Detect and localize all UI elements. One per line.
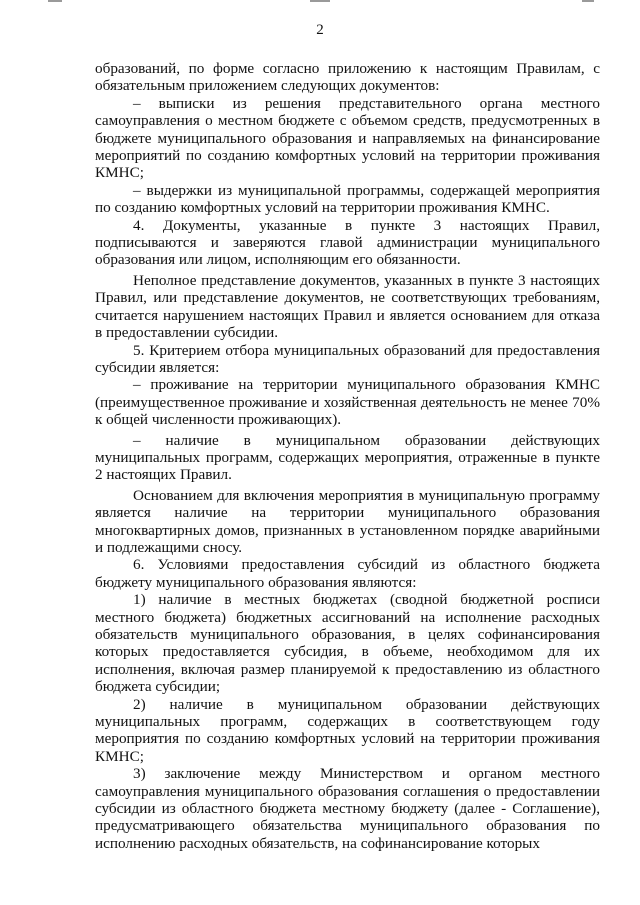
scan-edge-left [48, 0, 62, 2]
scan-edge-right [582, 0, 594, 2]
paragraph-condition-3: 3) заключение между Министерством и органом местного самоуправления муниципального образования соглашения о предоставлении субсидии из областного бюджета местному бюджету (далее - Соглашение), предусматривающего обязательства муниципального образования по исполнению расходных обязательств, на софинансирование которых [95, 765, 600, 852]
paragraph-item-6: 6. Условиями предоставления субсидий из областного бюджета бюджету муниципального образования являются: [95, 556, 600, 591]
scan-edge-center [310, 0, 330, 2]
paragraph-intro-continuation: образований, по форме согласно приложению к настоящим Правилам, с обязательным приложением следующих документов: [95, 60, 600, 95]
paragraph-criterion-programs: – наличие в муниципальном образовании действующих муниципальных программ, содержащих мероприятия, отраженные в пункте 2 настоящих Правил. [95, 431, 600, 484]
paragraph-criterion-residence: – проживание на территории муниципального образования КМНС (преимущественное проживание и хозяйственная деятельность не менее 70% к общей численности проживающих). [95, 376, 600, 429]
paragraph-item-4: 4. Документы, указанные в пункте 3 настоящих Правил, подписываются и заверяются главой администрации муниципального образования или лицом, исполняющим его обязанности. [95, 216, 600, 269]
paragraph-inclusion-basis: Основанием для включения мероприятия в муниципальную программу является наличие на территории муниципального образования многоквартирных домов, признанных в установленном порядке аварийными и подлежащими сносу. [95, 486, 600, 556]
paragraph-bullet-program-excerpt: – выдержки из муниципальной программы, содержащей мероприятия по созданию комфортных условий на территории проживания КМНС. [95, 181, 600, 217]
paragraph-incomplete-documents: Неполное представление документов, указанных в пункте 3 настоящих Правил, или представление документов, не соответствующих требованиям, считается нарушением настоящих Правил и является основанием для отказа в предоставлении субсидии. [95, 271, 600, 342]
document-body [95, 60, 600, 852]
paragraph-condition-2: 2) наличие в муниципальном образовании действующих муниципальных программ, содержащих в соответствующем году мероприятия по созданию комфортных условий на территории проживания КМНС; [95, 695, 600, 765]
paragraph-item-5: 5. Критерием отбора муниципальных образований для предоставления субсидии является: [95, 341, 600, 376]
paragraph-condition-1: 1) наличие в местных бюджетах (сводной бюджетной росписи местного бюджета) бюджетных ассигнований на исполнение расходных обязательств муниципального образования, в целях софинансирования которых предоставляется субсидия, в объеме, необходимом для их исполнения, включая размер планируемой к предоставлению из областного бюджета субсидии; [95, 591, 600, 696]
paragraph-bullet-budget-extract: – выписки из решения представительного органа местного самоуправления о местном бюджете с объемом средств, предусмотренных в бюджете муниципального образования и направляемых на финансирование мероприятий по созданию комфортных условий на территории проживания КМНС; [95, 94, 600, 182]
page-number: 2 [316, 22, 324, 38]
